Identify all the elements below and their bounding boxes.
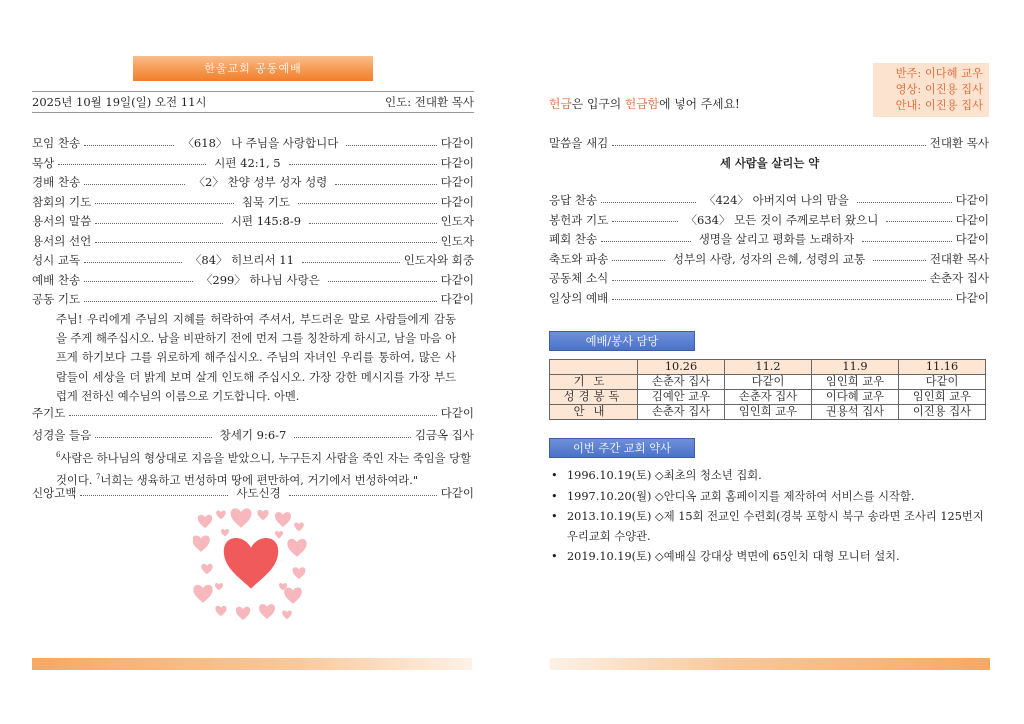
- service-dateline: [32, 91, 474, 113]
- dot-leader: [84, 281, 193, 282]
- dot-leader: [612, 145, 926, 146]
- order-item-right: 다같이: [955, 232, 989, 246]
- duty-row: [550, 405, 986, 420]
- order-item-name: 폐회 찬송: [549, 232, 598, 246]
- service-date: 2025년 10월 19일(일) 오전 11시: [32, 95, 207, 109]
- order-item-right: 다같이: [440, 292, 474, 306]
- order-item: [549, 230, 989, 248]
- duty-cell: 이다혜 교우: [812, 390, 899, 405]
- order-item-right: 다같이: [955, 212, 990, 227]
- order-item-name: 경배 찬송: [32, 175, 81, 189]
- duty-date: 11.16: [899, 360, 986, 375]
- order-item-middle: 〈424〉 아버지여 나의 맘을: [703, 193, 849, 207]
- order-item: [549, 250, 989, 268]
- duty-cell: 손춘자 집사: [638, 375, 725, 390]
- order-item-creed: [32, 484, 474, 502]
- order-item-name: 응답 찬송: [549, 193, 598, 207]
- dot-leader: [335, 184, 436, 185]
- order-item-middle: 사도신경: [236, 486, 281, 500]
- dot-leader: [309, 223, 437, 224]
- order-item-lords-prayer: [32, 404, 474, 422]
- order-item-name: 모임 찬송: [32, 136, 81, 150]
- duty-section-header: 예배/봉사 담당: [549, 331, 695, 351]
- duty-cell: 임인희 교우: [812, 375, 899, 390]
- dot-leader: [612, 221, 677, 222]
- order-item-name: 참회의 기도: [32, 194, 92, 209]
- role-video: 영상: 이진용 집사: [895, 83, 983, 96]
- duty-label: 기도: [550, 375, 638, 390]
- dot-leader: [69, 415, 436, 416]
- order-item-right: 다같이: [440, 486, 475, 500]
- order-item-middle: 〈299〉 하나님 사랑은: [200, 272, 320, 287]
- duty-label: 성경봉독: [550, 390, 638, 405]
- order-item-right: 전대환 목사: [929, 136, 989, 150]
- order-item-right: 다같이: [440, 272, 474, 287]
- order-item-name: 공동 기도: [32, 292, 81, 306]
- order-item-right: 다같이: [955, 193, 989, 207]
- order-item-right: 인도자와 회중: [403, 253, 475, 267]
- order-item-name: 성경을 들음: [32, 428, 92, 442]
- offering-text: 은 입구의: [571, 97, 625, 111]
- duty-cell: 이진용 집사: [899, 405, 986, 420]
- order-item-right: 다같이: [440, 155, 474, 170]
- order-item-middle: 〈2〉 찬양 성부 성자 성령: [193, 175, 328, 189]
- offering-notice: [549, 95, 740, 112]
- dot-leader: [84, 262, 182, 263]
- dot-leader: [302, 262, 400, 263]
- duty-header-empty: [550, 360, 638, 375]
- order-item-middle: 창세기 9:6-7: [219, 428, 287, 442]
- duty-date: 11.9: [812, 360, 899, 375]
- order-item: [549, 211, 989, 229]
- duty-table-header-row: [550, 360, 986, 375]
- order-item-name: 용서의 선언: [32, 233, 92, 248]
- order-item: [32, 271, 474, 289]
- dot-leader: [857, 202, 952, 203]
- order-item-middle: 생명을 살리고 평화를 노래하자: [698, 232, 855, 246]
- duty-row: [550, 390, 986, 405]
- order-item: [32, 134, 474, 152]
- hearts-illustration: [193, 506, 311, 622]
- dot-leader: [601, 202, 696, 203]
- offering-word: 헌금: [549, 97, 572, 111]
- duty-cell: 다같이: [725, 375, 812, 390]
- dot-leader: [873, 260, 926, 261]
- order-item-name: 용서의 말씀: [32, 214, 92, 228]
- history-list: [549, 466, 989, 568]
- footer-bar-right: [550, 658, 990, 670]
- order-item-sermon: [549, 134, 989, 152]
- order-item-right: 손춘자 집사: [929, 271, 989, 285]
- dot-leader: [84, 145, 174, 146]
- order-item-name: 말씀을 새김: [549, 136, 609, 150]
- order-item-right: 김금옥 집사: [414, 428, 475, 442]
- order-item-reading: [32, 426, 474, 444]
- order-item: [549, 191, 989, 209]
- dot-leader: [95, 437, 211, 438]
- order-item: [32, 232, 474, 250]
- offering-box-word: 헌금함: [624, 97, 660, 111]
- service-leader: 인도: 전대환 목사: [385, 95, 474, 109]
- order-item-name: 축도와 파송: [549, 251, 609, 266]
- order-item: [32, 290, 474, 308]
- sermon-title: 세 사람을 살리는 약: [720, 157, 820, 170]
- role-usher: 안내: 이진용 집사: [895, 99, 983, 112]
- common-prayer-text: 주님! 우리에게 주님의 지혜를 허락하여 주셔서, 부드러운 말로 사람들에게 감동을 주게 해주십시오. 남을 비판하기 전에 먼저 그를 칭찬하게 하시고, 남을 마음 아프게 하기보다 그를 위로하게 해주십시오. 주님의 자녀인 우리를 통하여, 많은 사람들이 세상을 더 밝게 보며 살게 인도해 주십시오. 가장 강한 메시지를 가장 부드럽게 전하신 예수님의 이름으로 기도합니다. 아멘.: [56, 313, 456, 403]
- order-item-name: 봉헌과 기도: [549, 212, 609, 227]
- history-section-header: 이번 주간 교회 약사: [549, 438, 695, 458]
- order-item-name: 공동체 소식: [549, 271, 609, 285]
- dot-leader: [95, 223, 223, 224]
- verse-number: 6: [56, 451, 61, 459]
- order-item-name: 성시 교독: [32, 253, 81, 267]
- duty-cell: 손춘자 집사: [725, 390, 812, 405]
- verse-7: 너희는 생육하고 번성하며 땅에 편만하여, 거기에서 번성하여라.": [100, 474, 419, 488]
- order-item: [32, 193, 474, 211]
- dot-leader: [886, 221, 951, 222]
- history-item: • 1996.10.19(토) ◇최초의 청소년 집회.: [549, 466, 989, 486]
- duty-cell: 권용석 집사: [812, 405, 899, 420]
- dot-leader: [289, 495, 437, 496]
- order-item-middle: 시편 42:1, 5: [214, 155, 281, 170]
- dot-leader: [294, 437, 410, 438]
- dot-leader: [95, 242, 436, 243]
- order-item-middle: 〈84〉 히브리서 11: [189, 253, 294, 267]
- dot-leader: [298, 203, 437, 204]
- order-item-name: 예배 찬송: [32, 272, 81, 287]
- order-item-right: 다같이: [440, 406, 474, 420]
- order-item: [32, 251, 474, 269]
- duty-date: 11.2: [725, 360, 812, 375]
- dot-leader: [328, 281, 437, 282]
- order-item-right: 전대환 목사: [929, 251, 990, 266]
- history-item: • 1997.10.20(월) ◇안디옥 교회 홈페이지를 제작하여 서비스를 시작함.: [549, 487, 989, 507]
- dot-leader: [612, 280, 926, 281]
- duty-row: [550, 375, 986, 390]
- role-accompanist: 반주: 이다혜 교우: [895, 67, 983, 80]
- offering-text-end: 에 넣어 주세요!: [659, 97, 740, 111]
- dot-leader: [289, 164, 437, 165]
- dot-leader: [58, 164, 206, 165]
- order-item-name: 묵상: [32, 155, 55, 170]
- order-item-middle: 성부의 사랑, 성자의 은혜, 성령의 교통: [672, 251, 866, 266]
- roles-box: [873, 63, 989, 117]
- order-item-name: 주기도: [32, 406, 66, 420]
- duty-date: 10.26: [638, 360, 725, 375]
- order-item-name: 신앙고백: [32, 486, 77, 500]
- duty-table: [549, 359, 986, 420]
- order-item-right: 다같이: [440, 136, 475, 150]
- duty-cell: 임인희 교우: [899, 390, 986, 405]
- duty-label: 안내: [550, 405, 638, 420]
- order-item: [549, 269, 989, 287]
- history-item: • 2019.10.19(토) ◇예배실 강대상 벽면에 65인치 대형 모니터 설치.: [549, 547, 989, 567]
- order-item-name: 일상의 예배: [549, 290, 609, 305]
- order-item-right: 다같이: [440, 194, 474, 209]
- duty-cell: 손춘자 집사: [638, 405, 725, 420]
- history-item: • 2013.10.19(토) ◇제 15회 전교인 수련회(경북 포항시 북구 송라면 조사리 125번지 우리교회 수양관.: [549, 507, 989, 546]
- footer-bar-left: [32, 658, 472, 670]
- order-item-middle: 시편 145:8-9: [230, 214, 302, 228]
- order-item-right: 인도자: [440, 214, 474, 228]
- order-item: [32, 173, 474, 191]
- order-item: [32, 212, 474, 230]
- dot-leader: [84, 184, 185, 185]
- order-item-middle: 〈634〉 모든 것이 주께로부터 왔으니: [685, 212, 879, 227]
- dot-leader: [84, 301, 437, 302]
- duty-cell: 임인희 교우: [725, 405, 812, 420]
- dot-leader: [80, 495, 228, 496]
- order-item: [549, 289, 989, 307]
- dot-leader: [95, 203, 234, 204]
- dot-leader: [601, 241, 691, 242]
- verse-6: 사람은 하나님의 형상대로 지음을 받았으니, 누구든지 사람을 죽인 자는 죽임을 당할 것이다.: [56, 452, 472, 488]
- order-item-middle: 〈618〉 나 주님을 사랑합니다: [182, 136, 339, 150]
- dot-leader: [346, 145, 436, 146]
- service-banner: 한울교회 공동예배: [133, 56, 373, 81]
- order-item-right: 다같이: [440, 175, 475, 189]
- order-item-middle: 침묵 기도: [241, 194, 290, 209]
- verse-number: 7: [95, 473, 101, 482]
- order-item-right: 다같이: [955, 290, 989, 305]
- order-item: [32, 154, 474, 172]
- order-item-right: 인도자: [440, 233, 474, 248]
- duty-cell: 다같이: [899, 375, 986, 390]
- dot-leader: [862, 241, 952, 242]
- duty-cell: 김예안 교우: [638, 390, 725, 405]
- dot-leader: [612, 299, 951, 300]
- dot-leader: [612, 260, 665, 261]
